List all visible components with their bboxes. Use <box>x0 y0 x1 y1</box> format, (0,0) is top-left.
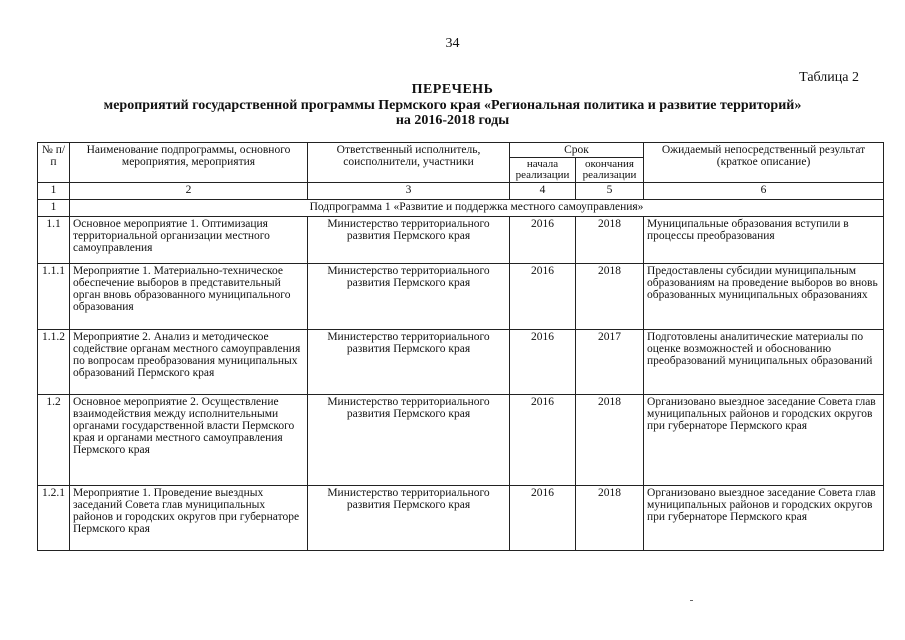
subprogram-title: Подпрограмма 1 «Развитие и поддержка местного самоуправления» <box>70 200 884 217</box>
row-result: Организовано выездное заседание Совета глав муниципальных районов и городских округов при губернаторе Пермского края <box>644 395 884 486</box>
row-result: Организовано выездное заседание Совета глав муниципальных районов и городских округов при губернаторе Пермского края <box>644 486 884 551</box>
table-row <box>38 330 884 395</box>
header-result: Ожидаемый непосредственный результат (краткое описание) <box>644 143 884 183</box>
row-result: Муниципальные образования вступили в процессы преобразования <box>644 217 884 264</box>
row-executor: Министерство территориального развития Пермского края <box>308 395 510 486</box>
row-start: 2016 <box>510 330 576 395</box>
column-number-row <box>38 183 884 200</box>
table-row <box>38 486 884 551</box>
subprogram-num: 1 <box>38 200 70 217</box>
row-executor: Министерство территориального развития Пермского края <box>308 264 510 330</box>
subprogram-row <box>38 200 884 217</box>
row-num: 1.2.1 <box>38 486 70 551</box>
header-start: начала реализации <box>510 158 576 183</box>
row-start: 2016 <box>510 264 576 330</box>
measures-table <box>37 142 884 551</box>
column-number: 4 <box>510 183 576 200</box>
column-number: 3 <box>308 183 510 200</box>
row-executor: Министерство территориального развития Пермского края <box>308 486 510 551</box>
row-name: Основное мероприятие 2. Осуществление взаимодействия между исполнительными органами государственной власти Пермского края и органами местного самоуправления Пермского края <box>70 395 308 486</box>
row-num: 1.2 <box>38 395 70 486</box>
column-number: 6 <box>644 183 884 200</box>
table-label: Таблица 2 <box>799 70 859 85</box>
column-number: 2 <box>70 183 308 200</box>
row-end: 2018 <box>576 395 644 486</box>
column-number: 1 <box>38 183 70 200</box>
table-row <box>38 264 884 330</box>
column-number: 5 <box>576 183 644 200</box>
row-end: 2018 <box>576 486 644 551</box>
row-start: 2016 <box>510 395 576 486</box>
header-executor: Ответственный исполнитель, соисполнители, участники <box>308 143 510 183</box>
row-executor: Министерство территориального развития Пермского края <box>308 330 510 395</box>
row-name: Основное мероприятие 1. Оптимизация территориальной организации местного самоуправления <box>70 217 308 264</box>
row-executor: Министерство территориального развития Пермского края <box>308 217 510 264</box>
row-name: Мероприятие 2. Анализ и методическое содействие органам местного самоуправления по вопросам преобразования муниципальных образований Пермского края <box>70 330 308 395</box>
scan-speck <box>690 600 693 601</box>
row-result: Подготовлены аналитические материалы по оценке возможностей и обоснованию преобразований муниципальных образований <box>644 330 884 395</box>
row-result: Предоставлены субсидии муниципальным образованиям на проведение выборов во вновь образованных муниципальных образованиях <box>644 264 884 330</box>
header-name: Наименование подпрограммы, основного мероприятия, мероприятия <box>70 143 308 183</box>
row-name: Мероприятие 1. Проведение выездных заседаний Совета глав муниципальных районов и городских округов при губернаторе Пермского края <box>70 486 308 551</box>
subtitle-line-1: мероприятий государственной программы Пермского края «Региональная политика и развитие территорий» <box>103 98 802 113</box>
header-end: окончания реализации <box>576 158 644 183</box>
header-num: № п/п <box>38 143 70 183</box>
document-title: ПЕРЕЧЕНЬ <box>411 82 494 97</box>
row-num: 1.1.1 <box>38 264 70 330</box>
table-row <box>38 217 884 264</box>
row-num: 1.1.2 <box>38 330 70 395</box>
table-row <box>38 395 884 486</box>
header-term: Срок <box>510 143 644 158</box>
row-end: 2018 <box>576 264 644 330</box>
row-start: 2016 <box>510 217 576 264</box>
row-start: 2016 <box>510 486 576 551</box>
row-end: 2018 <box>576 217 644 264</box>
header-row-1 <box>38 143 884 158</box>
row-num: 1.1 <box>38 217 70 264</box>
subtitle-line-2: на 2016-2018 годы <box>395 113 510 128</box>
row-name: Мероприятие 1. Материально-техническое обеспечение выборов в представительный орган вновь образованного муниципального образования <box>70 264 308 330</box>
row-end: 2017 <box>576 330 644 395</box>
document-subtitle <box>0 98 905 128</box>
page-number: 34 <box>445 36 460 51</box>
